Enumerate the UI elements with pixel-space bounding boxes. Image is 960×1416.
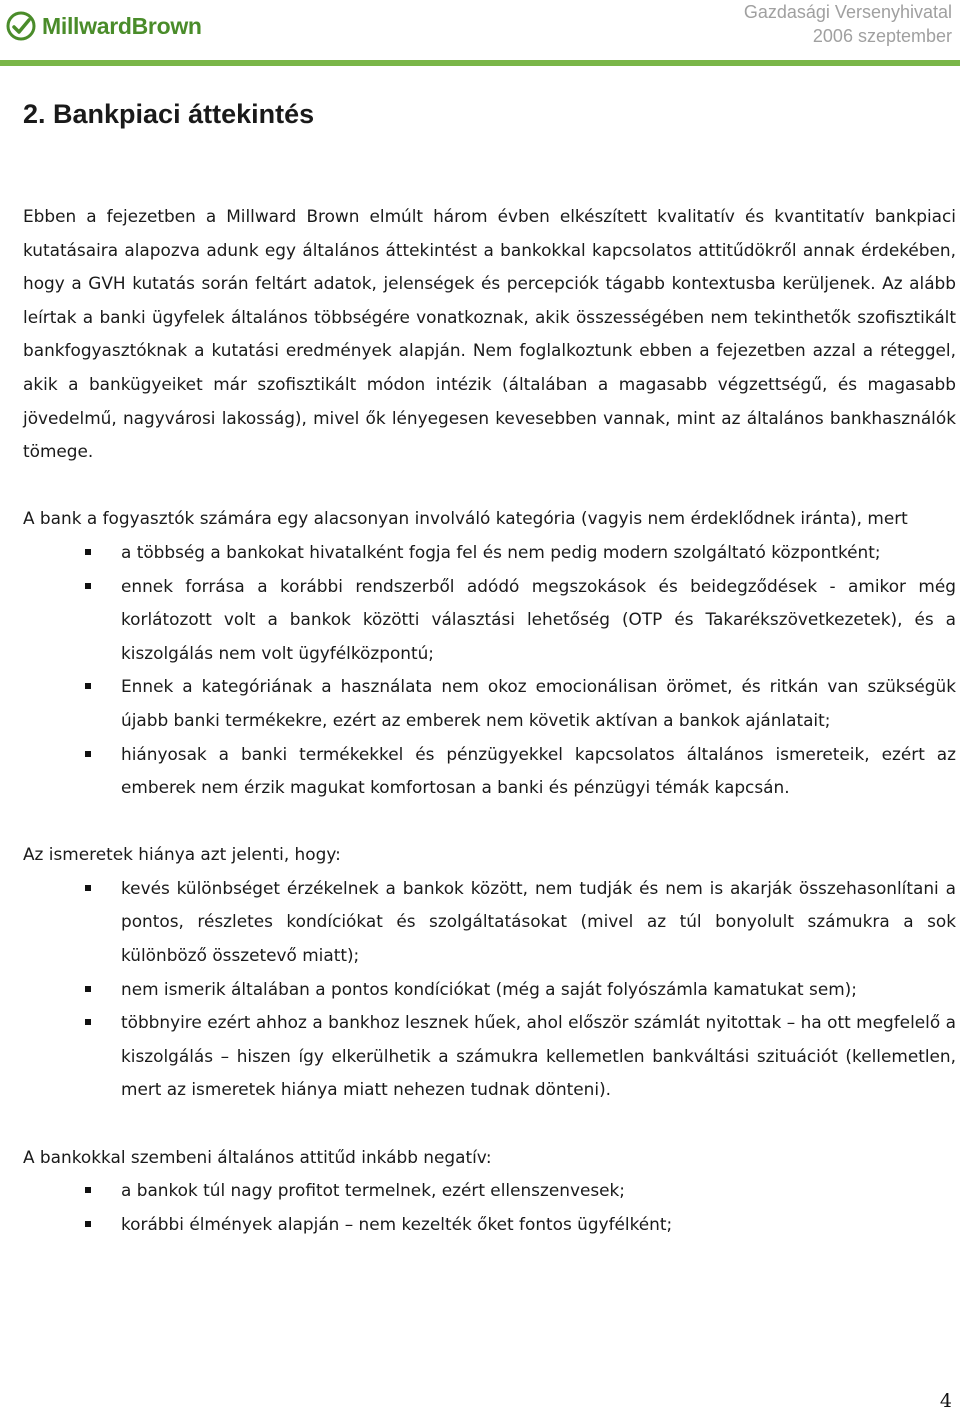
header-org: Gazdasági Versenyhivatal bbox=[743, 2, 952, 22]
header-date: 2006 szeptember bbox=[812, 26, 952, 46]
list-item: többnyire ezért ahhoz a bankhoz lesznek hűek, ahol először számlát nyitottak – ha ott megfelelő a kiszolgálás – hiszen így elkerülhetik a számukra kellemetlen bankváltási szituációt (kellemetlen, mert az ismeretek hiánya miatt nehezen tudnak dönteni). bbox=[23, 1006, 956, 1107]
list-item: kevés különbséget érzékelnek a bankok között, nem tudják és nem is akarják összehasonlítani a pontos, részletes kondíciókat és szolgáltatásokat (mivel az túl bonyolult számukra a sok különböző összetevő miatt); bbox=[23, 872, 956, 973]
block1-lead: A bank a fogyasztók számára egy alacsonyan involváló kategória (vagyis nem érdeklődnek iránta), mert bbox=[23, 508, 908, 529]
bullet-square-icon bbox=[85, 1221, 91, 1227]
page-header bbox=[0, 0, 960, 56]
block1-list bbox=[23, 536, 956, 805]
block3-lead: A bankokkal szembeni általános attitűd inkább negatív: bbox=[23, 1146, 492, 1167]
logo-text: MillwardBrown bbox=[42, 12, 202, 39]
list-item: a többség a bankokat hivatalként fogja fel és nem pedig modern szolgáltató központként; bbox=[23, 536, 956, 570]
page-number: 4 bbox=[939, 1390, 952, 1412]
list-item: hiányosak a banki termékekkel és pénzügyekkel kapcsolatos általános ismereteik, ezért az emberek nem érzik magukat komfortosan a banki és pénzügyi témák kapcsán. bbox=[23, 738, 956, 805]
bullet-square-icon bbox=[85, 1019, 91, 1025]
header-divider bbox=[0, 60, 960, 66]
bullet-square-icon bbox=[85, 683, 91, 689]
millward-brown-logo bbox=[6, 8, 202, 44]
list-item: ennek forrása a korábbi rendszerből adódó megszokások és beidegződések - amikor még korlátozott volt a bankok közötti választási lehetőség (OTP és Takarékszövetkezetek), és a kiszolgálás nem volt ügyfélközpontú; bbox=[23, 570, 956, 671]
list-item: nem ismerik általában a pontos kondíciókat (még a saját folyószámla kamatukat sem); bbox=[23, 973, 956, 1007]
list-item: korábbi élmények alapján – nem kezelték őket fontos ügyfélként; bbox=[23, 1208, 956, 1242]
intro-paragraph: Ebben a fejezetben a Millward Brown elmúlt három évben elkészített kvalitatív és kvantitatív bankpiaci kutatásaira alapozva adunk egy általános áttekintést a bankokkal kapcsolatos attitűdökről annak érdekében, hogy a GVH kutatás során feltárt adatok, jelenségek és percepciók tágabb kontextusba kerüljenek. Az alább leírtak a banki ügyfelek általános többségére vonatkoznak, akik összességében nem tekinthetők szofisztikált bankfogyasztóknak a kutatási eredmények alapján. Nem foglalkoztunk ebben a fejezetben azzal a réteggel, akik a bankügyeiket már szofisztikált módon intézik (általában a magasabb végzettségű, és magasabb jövedelmű, nagyvárosi lakosság), mivel ők lényegesen kevesebben vannak, mint az általános bankhasználók tömege. bbox=[23, 206, 956, 462]
bullet-square-icon bbox=[85, 1187, 91, 1193]
block3-list bbox=[23, 1174, 956, 1241]
header-meta bbox=[744, 0, 952, 48]
block2-list bbox=[23, 872, 956, 1107]
bullet-square-icon bbox=[85, 986, 91, 992]
block2-lead: Az ismeretek hiánya azt jelenti, hogy: bbox=[23, 844, 341, 865]
document-body bbox=[23, 96, 956, 1241]
section-title: 2. Bankpiaci áttekintés bbox=[23, 99, 315, 129]
bullet-square-icon bbox=[85, 583, 91, 589]
bullet-square-icon bbox=[85, 549, 91, 555]
bullet-square-icon bbox=[85, 751, 91, 757]
list-item: Ennek a kategóriának a használata nem okoz emocionálisan örömet, és ritkán van szükségük újabb banki termékekre, ezért az emberek nem követik aktívan a bankok ajánlatait; bbox=[23, 670, 956, 737]
list-item: a bankok túl nagy profitot termelnek, ezért ellenszenvesek; bbox=[23, 1174, 956, 1208]
bullet-square-icon bbox=[85, 885, 91, 891]
logo-mark-icon bbox=[6, 11, 36, 41]
